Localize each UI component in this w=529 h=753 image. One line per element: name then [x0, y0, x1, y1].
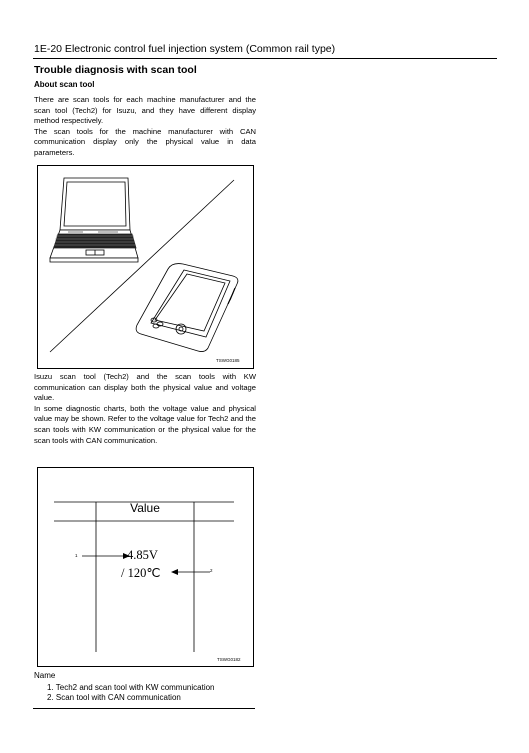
physical-value: / 120℃: [121, 566, 161, 580]
handheld-scan-tool-icon: [136, 264, 238, 352]
detail-text: Isuzu scan tool (Tech2) and the scan tools with KW communication can display both the physical value and voltage value. In some diagnostic charts, both the voltage value and physical value may be shown. Refer to the voltage value for Tech2 and the scan tools with KW communication or the physical value for the scan tools with CAN communication.: [34, 372, 256, 445]
legend-item: 2. Scan tool with CAN communication: [47, 693, 181, 702]
subsection-title: About scan tool: [34, 80, 95, 89]
figure-code: TSWG0182: [217, 657, 241, 662]
callout-arrow-1: [82, 553, 130, 559]
intro-paragraph: [34, 95, 256, 159]
callout-number-2: 2: [210, 568, 213, 573]
bottom-divider: [33, 708, 255, 709]
intro-text: There are scan tools for each machine manufacturer and the scan tool (Tech2) for Isuzu, and they have different display method respectively. The scan tools for the machine manufacturer with CAN communication display only the physical value in data parameters.: [34, 95, 256, 157]
laptop-icon: [50, 178, 138, 262]
figure-code: TSWG0185: [216, 358, 240, 363]
legend-item: 1. Tech2 and scan tool with KW communication: [47, 683, 215, 692]
header-divider: [33, 58, 497, 59]
callout-number-1: 1: [75, 553, 78, 558]
value-column-header: Value: [130, 501, 160, 515]
legend-label: Name: [34, 671, 56, 680]
section-title: Trouble diagnosis with scan tool: [34, 64, 197, 76]
voltage-value: 4.85V: [127, 548, 158, 562]
detail-paragraph: [34, 372, 256, 446]
callout-arrow-2: [171, 569, 210, 575]
scan-tool-figure: [37, 165, 254, 369]
page-header-title: 1E-20 Electronic control fuel injection system (Common rail type): [34, 43, 336, 55]
